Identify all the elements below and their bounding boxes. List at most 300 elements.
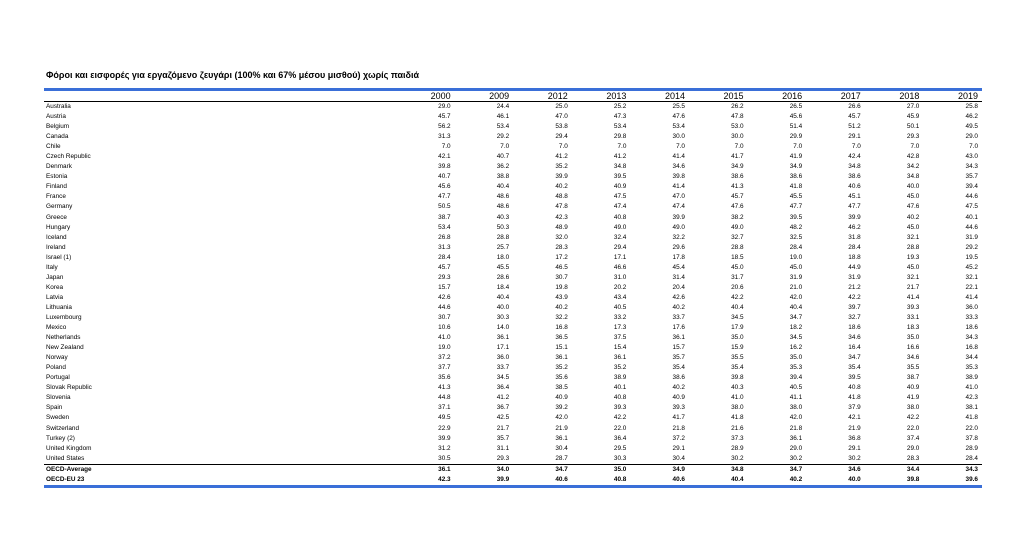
- value-cell: 28.8: [496, 233, 510, 241]
- country-cell: Austria: [46, 113, 66, 121]
- value-cell: 40.9: [906, 384, 920, 392]
- value-cell: 37.9: [848, 404, 861, 412]
- table-row: [44, 263, 982, 273]
- value-cell: 18.0: [496, 253, 510, 261]
- value-cell: 36.1: [613, 354, 627, 362]
- value-cell: 36.8: [848, 434, 861, 442]
- value-cell: 35.6: [555, 374, 568, 382]
- value-cell: 39.5: [789, 213, 803, 221]
- value-cell: 35.4: [672, 364, 685, 372]
- value-cell: 33.7: [672, 313, 685, 321]
- value-cell: 53.4: [672, 123, 685, 131]
- column-header: 2014: [630, 91, 689, 102]
- value-cell: 28.4: [848, 243, 861, 251]
- table-body: [44, 102, 982, 487]
- value-cell: 39.8: [731, 374, 744, 382]
- table-row: [44, 253, 982, 263]
- table-row: [44, 413, 982, 423]
- value-cell: 41.4: [672, 183, 685, 191]
- value-cell: 30.3: [496, 313, 510, 321]
- value-cell: 40.9: [555, 394, 568, 402]
- value-cell: 28.4: [438, 253, 451, 261]
- value-cell: 35.0: [789, 354, 803, 362]
- value-cell: 35.0: [906, 334, 920, 342]
- value-cell: 39.9: [455, 475, 514, 487]
- value-cell: 49.0: [672, 223, 685, 231]
- value-cell: 40.2: [672, 384, 685, 392]
- value-cell: 42.2: [848, 293, 861, 301]
- value-cell: 35.7: [496, 434, 510, 442]
- value-cell: 41.4: [965, 293, 978, 301]
- value-cell: 34.6: [672, 163, 685, 171]
- value-cell: 45.6: [789, 113, 803, 121]
- value-cell: 38.0: [731, 404, 744, 412]
- value-cell: 38.0: [906, 404, 920, 412]
- value-cell: 45.0: [906, 193, 920, 201]
- value-cell: 47.8: [555, 203, 568, 211]
- value-cell: 30.2: [731, 454, 744, 462]
- table-row: [44, 132, 982, 142]
- value-cell: 53.8: [555, 123, 568, 131]
- value-cell: 39.3: [906, 303, 920, 311]
- value-cell: 39.5: [613, 173, 627, 181]
- table-row: [44, 213, 982, 223]
- value-cell: 15.9: [731, 344, 744, 352]
- value-cell: 40.0: [906, 183, 920, 191]
- value-cell: 42.0: [555, 414, 568, 422]
- value-cell: 33.3: [965, 313, 978, 321]
- value-cell: 39.4: [965, 183, 978, 191]
- value-cell: 56.2: [438, 123, 451, 131]
- value-cell: 40.4: [689, 475, 748, 487]
- value-cell: 7.0: [851, 143, 861, 151]
- page-title: Φόροι και εισφορές για εργαζόμενο ζευγάρι (100% και 67% μέσου μισθού) χωρίς παιδιά: [46, 70, 419, 80]
- value-cell: 7.0: [676, 143, 685, 151]
- value-cell: 39.9: [672, 213, 685, 221]
- value-cell: 40.1: [965, 213, 978, 221]
- country-cell: Czech Republic: [46, 153, 91, 161]
- table-row: [44, 223, 982, 233]
- value-cell: 30.5: [438, 454, 451, 462]
- value-cell: 30.0: [672, 133, 685, 141]
- value-cell: 21.7: [496, 424, 510, 432]
- value-cell: 31.1: [496, 444, 510, 452]
- value-cell: 29.3: [906, 133, 920, 141]
- value-cell: 16.8: [555, 324, 568, 332]
- value-cell: 41.7: [672, 414, 685, 422]
- value-cell: 47.6: [731, 203, 744, 211]
- value-cell: 7.0: [558, 143, 568, 151]
- value-cell: 21.2: [848, 283, 861, 291]
- value-cell: 40.8: [848, 384, 861, 392]
- value-cell: 37.3: [731, 434, 744, 442]
- country-cell: Luxembourg: [46, 313, 82, 321]
- table-row: [44, 202, 982, 212]
- value-cell: 40.2: [748, 475, 807, 487]
- country-cell: Finland: [46, 183, 67, 191]
- value-cell: 39.8: [672, 173, 685, 181]
- value-cell: 15.7: [672, 344, 685, 352]
- value-cell: 45.0: [731, 263, 744, 271]
- table-row: [44, 283, 982, 293]
- value-cell: 40.9: [613, 183, 627, 191]
- value-cell: 42.8: [906, 153, 920, 161]
- value-cell: 49.0: [613, 223, 627, 231]
- value-cell: 21.6: [731, 424, 744, 432]
- value-cell: 35.0: [731, 334, 744, 342]
- value-cell: 45.6: [438, 183, 451, 191]
- value-cell: 45.5: [496, 263, 510, 271]
- table-row: [44, 333, 982, 343]
- value-cell: 37.2: [672, 434, 685, 442]
- value-cell: 25.7: [496, 243, 510, 251]
- value-cell: 16.2: [789, 344, 803, 352]
- column-header: 2019: [923, 91, 982, 102]
- value-cell: 50.5: [438, 203, 451, 211]
- table-row: [44, 444, 982, 454]
- value-cell: 40.8: [613, 213, 627, 221]
- value-cell: 34.7: [748, 464, 807, 475]
- value-cell: 50.3: [496, 223, 510, 231]
- value-cell: 35.5: [731, 354, 744, 362]
- value-cell: 41.4: [672, 153, 685, 161]
- value-cell: 45.0: [789, 263, 803, 271]
- value-cell: 53.4: [496, 123, 510, 131]
- value-cell: 34.6: [848, 334, 861, 342]
- value-cell: 17.1: [496, 344, 510, 352]
- value-cell: 34.4: [965, 354, 978, 362]
- value-cell: 28.7: [555, 454, 568, 462]
- value-cell: 30.0: [731, 133, 744, 141]
- value-cell: 34.9: [731, 163, 744, 171]
- value-cell: 42.6: [672, 293, 685, 301]
- value-cell: 35.2: [555, 163, 568, 171]
- table-row: [44, 373, 982, 383]
- value-cell: 26.8: [438, 233, 451, 241]
- value-cell: 39.9: [848, 213, 861, 221]
- value-cell: 28.3: [555, 243, 568, 251]
- country-cell: Estonia: [46, 173, 68, 181]
- value-cell: 38.7: [438, 213, 451, 221]
- country-cell: Slovak Republic: [46, 384, 92, 392]
- value-cell: 35.2: [555, 364, 568, 372]
- value-cell: 31.4: [672, 273, 685, 281]
- value-cell: 47.5: [613, 193, 627, 201]
- value-cell: 40.7: [438, 173, 451, 181]
- value-cell: 34.7: [513, 464, 572, 475]
- value-cell: 40.5: [613, 303, 627, 311]
- value-cell: 22.9: [438, 424, 451, 432]
- value-cell: 22.0: [613, 424, 627, 432]
- value-cell: 20.2: [613, 283, 627, 291]
- country-cell: Netherlands: [46, 334, 81, 342]
- value-cell: 44.9: [848, 263, 861, 271]
- value-cell: 32.1: [965, 273, 978, 281]
- value-cell: 45.1: [848, 193, 861, 201]
- value-cell: 44.8: [438, 394, 451, 402]
- country-cell: Denmark: [46, 163, 72, 171]
- header-row: [44, 91, 982, 102]
- value-cell: 38.6: [731, 173, 744, 181]
- value-cell: 45.7: [731, 193, 744, 201]
- value-cell: 7.0: [910, 143, 920, 151]
- value-cell: 51.2: [848, 123, 861, 131]
- value-cell: 22.0: [906, 424, 920, 432]
- value-cell: 21.7: [906, 283, 920, 291]
- value-cell: 35.3: [965, 364, 978, 372]
- column-header: 2009: [455, 91, 514, 102]
- value-cell: 33.2: [613, 313, 627, 321]
- value-cell: 30.3: [613, 454, 627, 462]
- value-cell: 40.4: [496, 183, 510, 191]
- value-cell: 43.0: [965, 153, 978, 161]
- value-cell: 32.5: [789, 233, 803, 241]
- country-cell: Latvia: [46, 293, 64, 301]
- table-row: [44, 152, 982, 162]
- value-cell: 32.7: [731, 233, 744, 241]
- value-cell: 7.0: [441, 143, 451, 151]
- value-cell: 33.7: [496, 364, 510, 372]
- value-cell: 27.0: [906, 103, 920, 110]
- value-cell: 18.2: [789, 324, 803, 332]
- value-cell: 21.9: [555, 424, 568, 432]
- country-cell: Poland: [46, 364, 66, 372]
- value-cell: 37.7: [438, 364, 451, 372]
- value-cell: 40.4: [731, 303, 744, 311]
- value-cell: 38.6: [789, 173, 803, 181]
- value-cell: 16.4: [848, 344, 861, 352]
- value-cell: 40.7: [496, 153, 510, 161]
- value-cell: 38.8: [496, 173, 510, 181]
- value-cell: 42.0: [789, 293, 803, 301]
- country-cell: Japan: [46, 273, 64, 281]
- table-row: [44, 192, 982, 202]
- value-cell: 42.2: [731, 293, 744, 301]
- value-cell: 39.8: [865, 475, 924, 487]
- value-cell: 29.1: [848, 133, 861, 141]
- value-cell: 29.0: [438, 103, 451, 110]
- value-cell: 36.2: [496, 163, 510, 171]
- value-cell: 19.8: [555, 283, 568, 291]
- value-cell: 29.0: [965, 133, 978, 141]
- value-cell: 30.4: [555, 444, 568, 452]
- value-cell: 29.6: [672, 243, 685, 251]
- value-cell: 32.1: [906, 233, 920, 241]
- value-cell: 30.2: [848, 454, 861, 462]
- value-cell: 29.3: [496, 454, 510, 462]
- value-cell: 47.6: [906, 203, 920, 211]
- value-cell: 32.2: [672, 233, 685, 241]
- country-cell: Korea: [46, 283, 64, 291]
- value-cell: 38.6: [672, 374, 685, 382]
- value-cell: 43.4: [613, 293, 627, 301]
- header-label: [44, 91, 396, 102]
- value-cell: 40.2: [672, 303, 685, 311]
- value-cell: 46.5: [555, 263, 568, 271]
- value-cell: 45.7: [438, 113, 451, 121]
- value-cell: 40.0: [496, 303, 510, 311]
- value-cell: 37.8: [965, 434, 978, 442]
- value-cell: 41.8: [848, 394, 861, 402]
- table-row: [44, 363, 982, 373]
- value-cell: 36.5: [555, 334, 568, 342]
- value-cell: 29.1: [672, 444, 685, 452]
- data-table: [44, 88, 982, 488]
- value-cell: 47.0: [672, 193, 685, 201]
- value-cell: 41.8: [731, 414, 744, 422]
- value-cell: 46.2: [848, 223, 861, 231]
- value-cell: 32.0: [555, 233, 568, 241]
- value-cell: 32.7: [848, 313, 861, 321]
- value-cell: 41.8: [789, 183, 803, 191]
- value-cell: 35.5: [906, 364, 920, 372]
- value-cell: 36.1: [496, 334, 510, 342]
- value-cell: 18.6: [848, 324, 861, 332]
- table-row: [44, 434, 982, 444]
- value-cell: 41.1: [789, 394, 803, 402]
- value-cell: 41.3: [438, 384, 451, 392]
- value-cell: 41.2: [555, 153, 568, 161]
- country-cell: Turkey (2): [46, 434, 75, 442]
- value-cell: 28.4: [965, 454, 978, 462]
- value-cell: 37.1: [438, 404, 451, 412]
- value-cell: 21.0: [789, 283, 803, 291]
- value-cell: 46.6: [613, 263, 627, 271]
- value-cell: 39.3: [613, 404, 627, 412]
- value-cell: 28.9: [965, 444, 978, 452]
- value-cell: 29.0: [789, 444, 803, 452]
- value-cell: 34.6: [806, 464, 865, 475]
- value-cell: 25.2: [613, 103, 627, 110]
- value-cell: 47.8: [731, 113, 744, 121]
- value-cell: 40.5: [789, 384, 803, 392]
- country-cell: Australia: [46, 103, 71, 110]
- value-cell: 39.8: [438, 163, 451, 171]
- value-cell: 47.4: [672, 203, 685, 211]
- value-cell: 17.3: [613, 324, 627, 332]
- table-row: [44, 102, 982, 113]
- value-cell: 47.7: [438, 193, 451, 201]
- table-row: [44, 454, 982, 465]
- value-cell: 17.2: [555, 253, 568, 261]
- value-cell: 53.4: [438, 223, 451, 231]
- value-cell: 39.5: [848, 374, 861, 382]
- value-cell: 17.1: [613, 253, 627, 261]
- value-cell: 41.9: [789, 153, 803, 161]
- value-cell: 53.0: [731, 123, 744, 131]
- value-cell: 33.1: [906, 313, 920, 321]
- value-cell: 10.6: [438, 324, 451, 332]
- value-cell: 41.0: [731, 394, 744, 402]
- table-row: [44, 393, 982, 403]
- value-cell: 40.6: [513, 475, 572, 487]
- value-cell: 42.5: [496, 414, 510, 422]
- country-cell: Hungary: [46, 223, 71, 231]
- value-cell: 38.5: [555, 384, 568, 392]
- value-cell: 40.6: [848, 183, 861, 191]
- value-cell: 20.4: [672, 283, 685, 291]
- value-cell: 15.4: [613, 344, 627, 352]
- value-cell: 42.6: [438, 293, 451, 301]
- value-cell: 42.3: [965, 394, 978, 402]
- value-cell: 18.4: [496, 283, 510, 291]
- country-cell: OECD-EU 23: [44, 475, 396, 487]
- value-cell: 46.1: [496, 113, 510, 121]
- value-cell: 40.8: [613, 394, 627, 402]
- value-cell: 30.7: [438, 313, 451, 321]
- value-cell: 50.1: [906, 123, 920, 131]
- value-cell: 26.2: [731, 103, 744, 110]
- value-cell: 7.0: [617, 143, 627, 151]
- value-cell: 34.5: [789, 334, 803, 342]
- country-cell: Lithuania: [46, 303, 72, 311]
- value-cell: 40.4: [789, 303, 803, 311]
- value-cell: 34.0: [455, 464, 514, 475]
- value-cell: 19.5: [965, 253, 978, 261]
- table-row: [44, 383, 982, 393]
- country-cell: Sweden: [46, 414, 70, 422]
- value-cell: 41.2: [496, 394, 510, 402]
- value-cell: 29.2: [496, 133, 510, 141]
- value-cell: 25.0: [555, 103, 568, 110]
- value-cell: 42.0: [789, 414, 803, 422]
- table-row: [44, 424, 982, 434]
- value-cell: 36.1: [672, 334, 685, 342]
- value-cell: 18.8: [848, 253, 861, 261]
- country-cell: New Zealand: [46, 344, 84, 352]
- value-cell: 21.8: [789, 424, 803, 432]
- country-cell: United States: [46, 454, 85, 462]
- value-cell: 44.6: [965, 193, 978, 201]
- table-row: [44, 122, 982, 132]
- value-cell: 47.5: [965, 203, 978, 211]
- value-cell: 21.8: [672, 424, 685, 432]
- value-cell: 40.4: [496, 293, 510, 301]
- value-cell: 34.8: [613, 163, 627, 171]
- value-cell: 34.2: [906, 163, 920, 171]
- table-row: [44, 323, 982, 333]
- value-cell: 29.1: [848, 444, 861, 452]
- value-cell: 40.3: [496, 213, 510, 221]
- value-cell: 40.8: [572, 475, 631, 487]
- value-cell: 48.2: [789, 223, 803, 231]
- value-cell: 45.0: [906, 223, 920, 231]
- country-cell: Belgium: [46, 123, 70, 131]
- value-cell: 38.9: [613, 374, 627, 382]
- value-cell: 31.9: [848, 273, 861, 281]
- value-cell: 19.0: [789, 253, 803, 261]
- value-cell: 37.4: [906, 434, 920, 442]
- value-cell: 29.8: [613, 133, 627, 141]
- value-cell: 53.4: [613, 123, 627, 131]
- column-header: 2016: [748, 91, 807, 102]
- table-row: [44, 353, 982, 363]
- value-cell: 29.0: [906, 444, 920, 452]
- value-cell: 37.5: [613, 334, 627, 342]
- value-cell: 38.2: [731, 213, 744, 221]
- value-cell: 47.6: [672, 113, 685, 121]
- value-cell: 29.3: [438, 273, 451, 281]
- value-cell: 41.7: [731, 153, 744, 161]
- value-cell: 28.8: [906, 243, 920, 251]
- value-cell: 51.4: [789, 123, 803, 131]
- value-cell: 34.9: [630, 464, 689, 475]
- value-cell: 45.7: [438, 263, 451, 271]
- value-cell: 35.6: [438, 374, 451, 382]
- value-cell: 35.7: [672, 354, 685, 362]
- country-cell: Ireland: [46, 243, 66, 251]
- value-cell: 17.9: [731, 324, 744, 332]
